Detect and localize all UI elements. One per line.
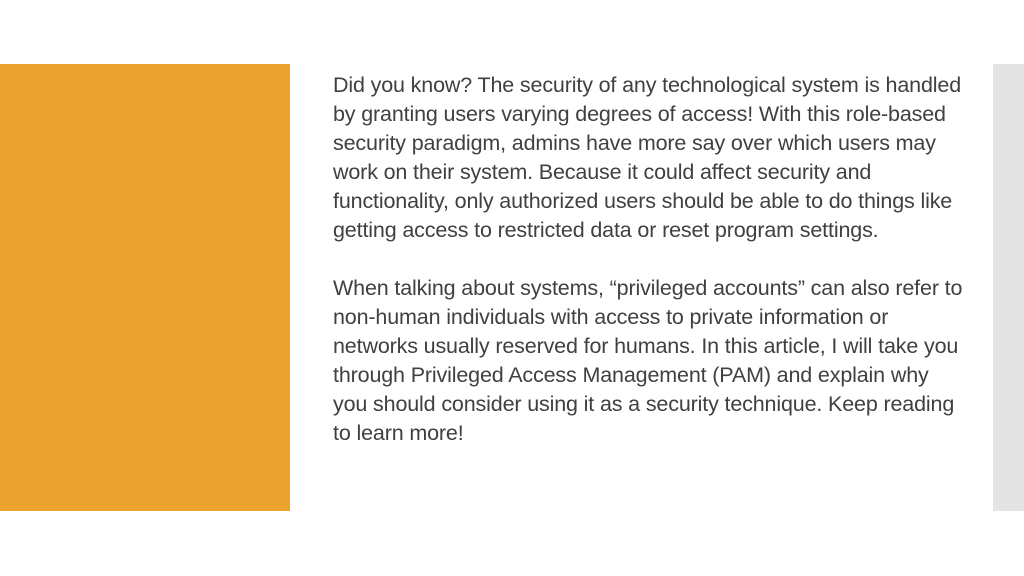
paragraph-intro: Did you know? The security of any technological system is handled by granting users varying degrees of access! With this role-based security paradigm, admins have more say over which users may work on their system. Because it could affect security and functionality, only authorized users should be able to do things like getting access to restricted data or reset program settings. <box>333 73 962 242</box>
gray-side-bar <box>993 64 1024 511</box>
body-text <box>333 71 963 448</box>
orange-accent-block <box>0 64 290 511</box>
paragraph-pam: When talking about systems, “privileged accounts” can also refer to non-human individuals with access to private information or networks usually reserved for humans. In this article, I will take you through Privileged Access Management (PAM) and explain why you should consider using it as a security technique. Keep reading to learn more! <box>333 276 963 445</box>
